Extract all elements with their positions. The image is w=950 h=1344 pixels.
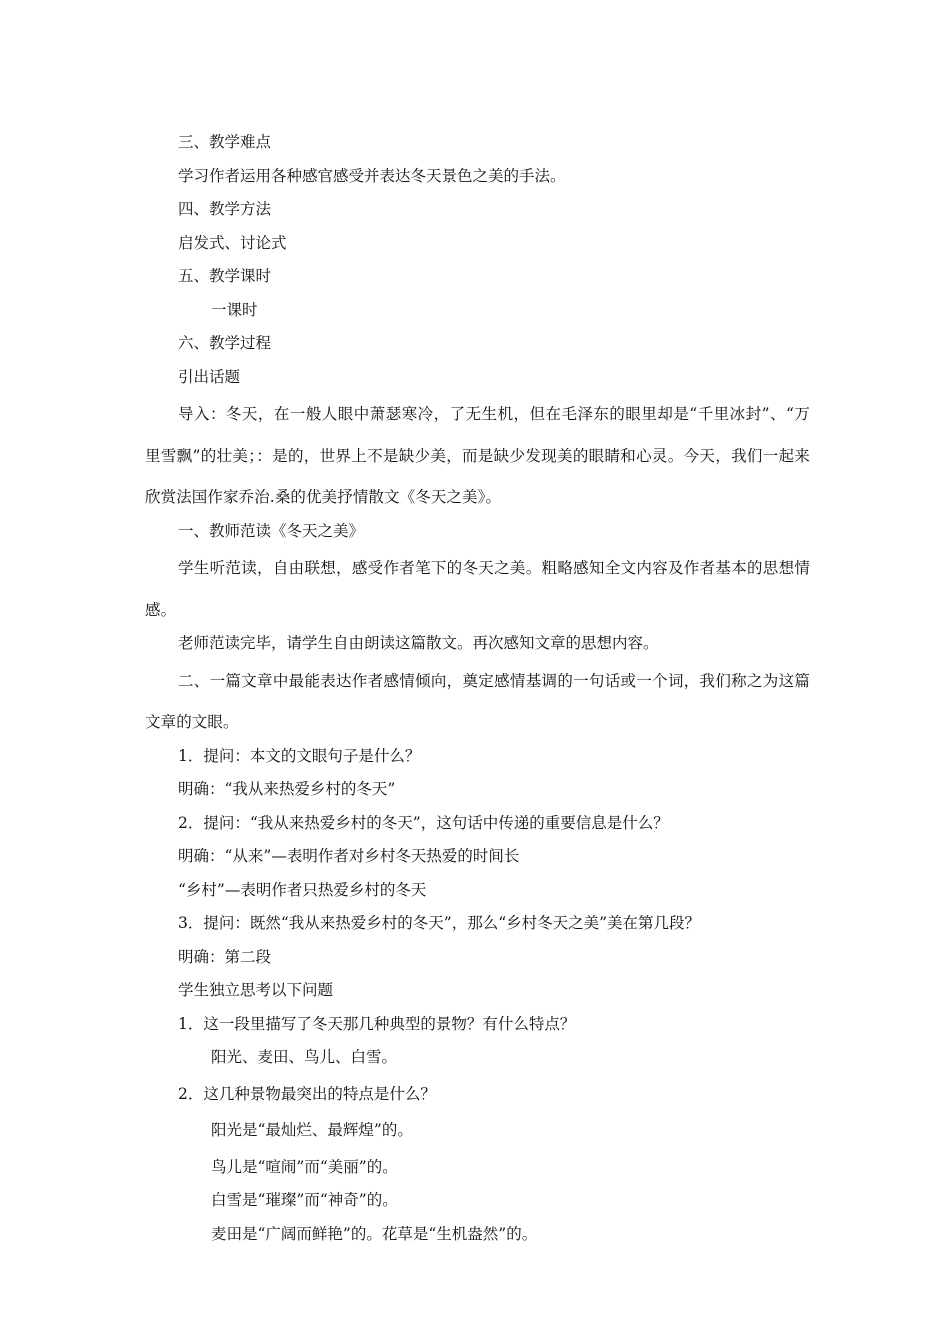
- feature-birds: 鸟儿是“喧闹”而“美丽”的。: [211, 1157, 398, 1176]
- answer-1: 明确：“我从来热爱乡村的冬天”: [178, 780, 396, 798]
- section-heading-method: 四、教学方法: [178, 200, 272, 218]
- feature-snow: 白雪是“璀璨”而“神奇”的。: [211, 1191, 398, 1209]
- answer-2a: 明确：“从来”—表明作者对乡村冬天热爱的时间长: [178, 847, 520, 865]
- section-heading-difficulty: 三、教学难点: [178, 133, 272, 151]
- thinking-answer-1: 阳光、麦田、鸟儿、白雪。: [211, 1048, 398, 1066]
- question-3: 3．提问：既然“我从来热爱乡村的冬天”，那么“乡村冬天之美”美在第几段？: [178, 914, 701, 932]
- thinking-question-1: 1．这一段里描写了冬天那几种典型的景物？有什么特点？: [178, 1014, 576, 1033]
- paragraph-independent-thinking: 学生独立思考以下问题: [178, 981, 334, 999]
- answer-3: 明确：第二段: [178, 947, 272, 966]
- question-1: 1．提问：本文的文眼句子是什么？: [178, 746, 421, 765]
- section-heading-process: 六、教学过程: [178, 334, 272, 352]
- section-heading-hours: 五、教学课时: [178, 267, 272, 285]
- thinking-question-2: 2．这几种景物最突出的特点是什么？: [178, 1084, 436, 1103]
- step-heading-reading: 一、教师范读《冬天之美》: [178, 521, 365, 540]
- document-body: [145, 126, 810, 1251]
- paragraph-introduction: 导入：冬天，在一般人眼中萧瑟寒冷，了无生机，但在毛泽东的眼里却是“千里冰封”、“万里雪飘”的壮美；：是的，世界上不是缺少美，而是缺少发现美的眼睛和心灵。今天，我们一起来欣赏法国作家乔治.桑的优美抒情散文《冬天之美》。: [145, 405, 810, 506]
- paragraph-reading-aloud: 老师范读完毕，请学生自由朗读这篇散文。再次感知文章的思想内容。: [178, 634, 659, 652]
- paragraph-topic: 引出话题: [178, 367, 241, 386]
- paragraph-listening: 学生听范读，自由联想，感受作者笔下的冬天之美。粗略感知全文内容及作者基本的思想情感。: [145, 559, 810, 619]
- feature-wheat-fields: 麦田是“广阔而鲜艳”的。花草是“生机盎然”的。: [211, 1224, 538, 1243]
- question-2: 2．提问：“我从来热爱乡村的冬天”，这句话中传递的重要信息是什么？: [178, 813, 669, 832]
- paragraph-method: 启发式、讨论式: [178, 233, 287, 252]
- paragraph-text-eye: 二、一篇文章中最能表达作者感情倾向，奠定感情基调的一句话或一个词，我们称之为这篇文章的文眼。: [145, 671, 810, 731]
- answer-2b: “乡村”—表明作者只热爱乡村的冬天: [178, 880, 427, 899]
- paragraph-hours: 一课时: [211, 300, 258, 319]
- paragraph-difficulty: 学习作者运用各种感官感受并表达冬天景色之美的手法。: [178, 166, 566, 185]
- feature-sunshine: 阳光是“最灿烂、最辉煌”的。: [211, 1121, 413, 1139]
